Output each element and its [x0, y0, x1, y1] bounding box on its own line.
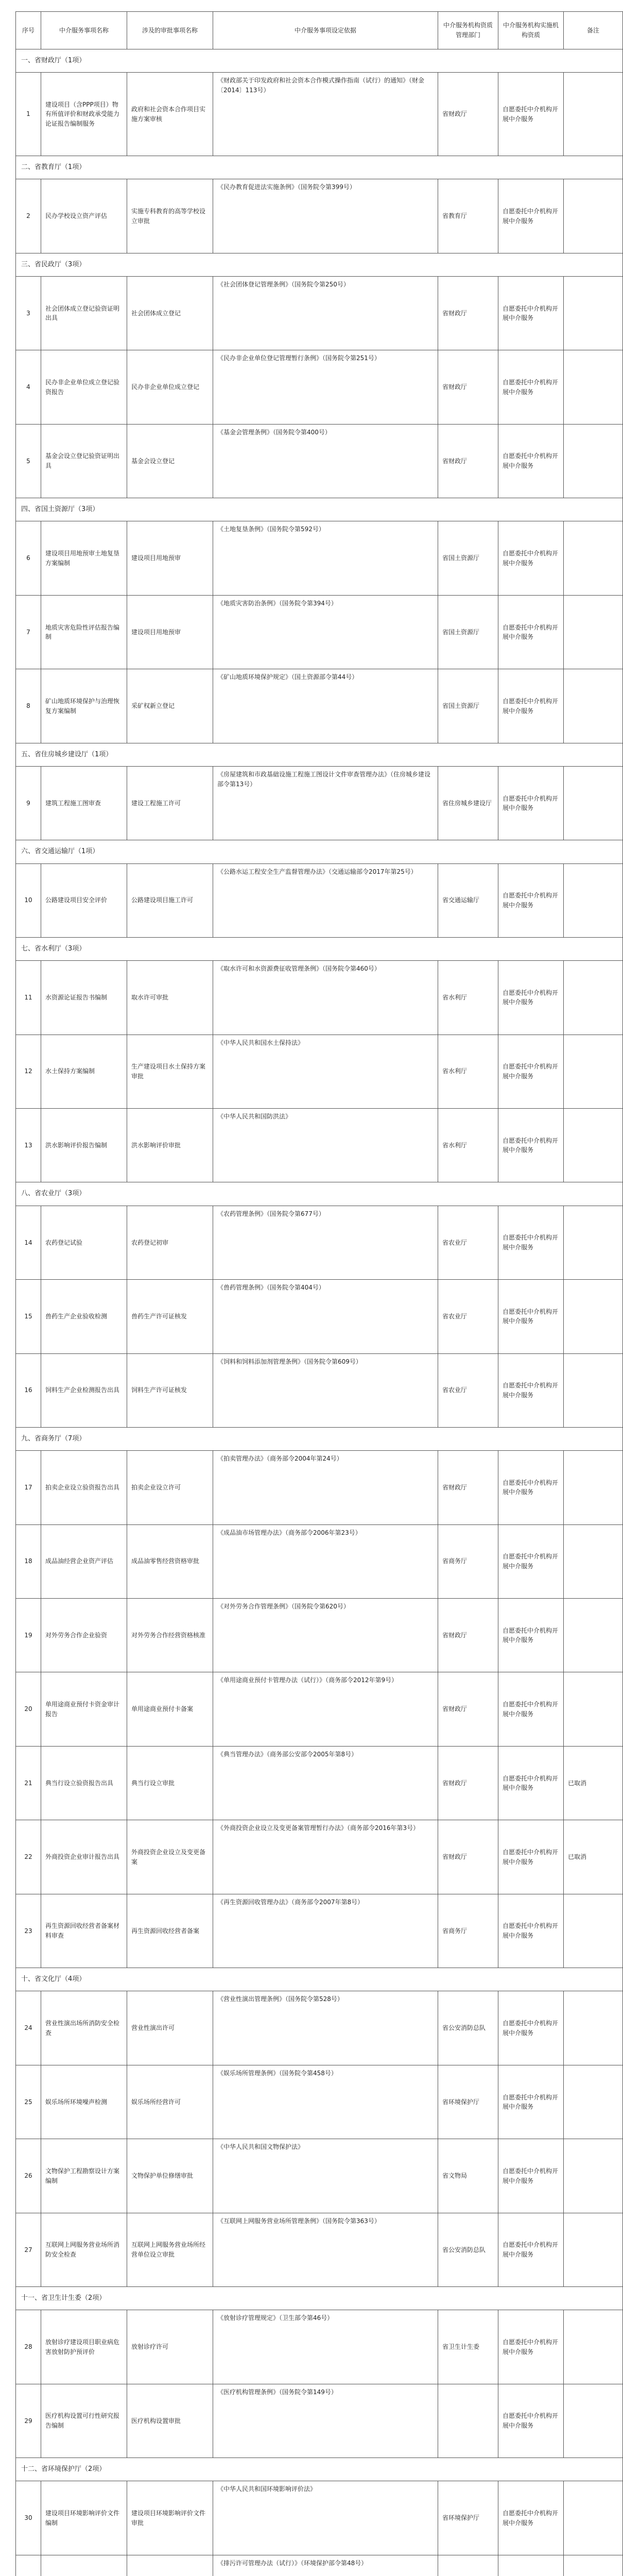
cell-content: 《矿山地质环境保护规定》（国土资源部令第44号）	[213, 669, 438, 743]
cell-basis: 农药登记初审	[127, 1206, 213, 1279]
cell-note	[564, 595, 623, 669]
cell-item: 医疗机构设置可行性研究报告编制	[41, 2384, 127, 2458]
cell-note	[564, 521, 623, 595]
section-title: 七、省水利厅（3项）	[16, 937, 623, 960]
section-title: 八、省农业厅（3项）	[16, 1182, 623, 1206]
cell-mode: 自愿委托中介机构开展中介服务	[498, 73, 564, 156]
cell-item: 水土保持方案编制	[41, 1035, 127, 1108]
cell-mode: 自愿委托中介机构开展中介服务	[498, 1599, 564, 1672]
header-item: 中介服务事项名称	[41, 12, 127, 49]
cell-dept: 省农业厅	[438, 1206, 498, 1279]
cell-item: 互联网上网服务营业场所消防安全检查	[41, 2213, 127, 2286]
cell-dept: 省卫生计生委	[438, 2310, 498, 2384]
cell-item: 建设项目用地预审土地复垦方案编制	[41, 521, 127, 595]
cell-item: 拍卖企业设立验资报告出具	[41, 1451, 127, 1524]
cell-dept: 省财政厅	[438, 1599, 498, 1672]
cell-dept: 省文物局	[438, 2139, 498, 2213]
cell-note	[564, 2213, 623, 2286]
cell-dept: 省国土资源厅	[438, 669, 498, 743]
cell-no: 11	[16, 961, 41, 1035]
cell-basis: 基金会设立登记	[127, 424, 213, 498]
cell-note	[564, 1672, 623, 1746]
cell-item: 基金会设立登记验资证明出具	[41, 424, 127, 498]
cell-content: 《医疗机构管理条例》（国务院令第149号）	[213, 2384, 438, 2458]
cell-basis: 单用途商业预付卡备案	[127, 1672, 213, 1746]
cell-mode: 自愿委托中介机构开展中介服务	[498, 1820, 564, 1894]
cell-no: 18	[16, 1524, 41, 1598]
cell-mode: 自愿委托中介机构开展中介服务	[498, 1746, 564, 1820]
table-row	[16, 1206, 623, 1279]
cell-basis: 对外劳务合作经营资格核准	[127, 1599, 213, 1672]
cell-item: 建筑工程施工图审查	[41, 766, 127, 840]
table-row	[16, 595, 623, 669]
cell-note	[564, 2481, 623, 2555]
cell-content: 《营业性演出管理条例》（国务院令第528号）	[213, 1991, 438, 2065]
table-row	[16, 1353, 623, 1427]
cell-basis: 成品油零售经营资格审批	[127, 1524, 213, 1598]
cell-basis: 社会团体成立登记	[127, 276, 213, 350]
cell-item: 民办非企业单位成立登记验资报告	[41, 350, 127, 424]
cell-no: 25	[16, 2065, 41, 2139]
section-heading-row	[16, 498, 623, 521]
table-row	[16, 2139, 623, 2213]
table-body	[16, 49, 623, 2576]
header-basis: 涉及的审批事项名称	[127, 12, 213, 49]
cell-basis: 采矿权新立登记	[127, 669, 213, 743]
cell-dept: 省财政厅	[438, 73, 498, 156]
cell-note	[564, 424, 623, 498]
header-row	[16, 12, 623, 49]
cell-note	[564, 73, 623, 156]
cell-mode: 自愿委托中介机构开展中介服务	[498, 1991, 564, 2065]
table-row	[16, 1991, 623, 2065]
cell-item: 外商投资企业审计报告出具	[41, 1820, 127, 1894]
cell-content: 《土地复垦条例》（国务院令第592号）	[213, 521, 438, 595]
table-row	[16, 276, 623, 350]
section-heading-row	[16, 156, 623, 179]
cell-basis: 典当行设立审批	[127, 1746, 213, 1820]
cell-dept: 省水利厅	[438, 1035, 498, 1108]
table-row	[16, 2481, 623, 2555]
cell-note	[564, 2555, 623, 2576]
table-row	[16, 1035, 623, 1108]
cell-content: 《拍卖管理办法》（商务部令2004年第24号）	[213, 1451, 438, 1524]
cell-note	[564, 961, 623, 1035]
cell-item: 文物保护工程勘察设计方案编制	[41, 2139, 127, 2213]
table-row	[16, 766, 623, 840]
table-row	[16, 1746, 623, 1820]
section-heading-row	[16, 1968, 623, 1991]
section-heading-row	[16, 2458, 623, 2481]
section-heading-row	[16, 253, 623, 276]
cell-item: 营业性演出场所消防安全检查	[41, 1991, 127, 2065]
cell-content: 《外商投资企业设立及变更备案管理暂行办法》（商务部令2016年第3号）	[213, 1820, 438, 1894]
cell-dept: 省商务厅	[438, 1894, 498, 1968]
cell-content: 《民办教育促进法实施条例》（国务院令第399号）	[213, 179, 438, 253]
cell-content: 《社会团体登记管理条例》（国务院令第250号）	[213, 276, 438, 350]
cell-content: 《放射诊疗管理规定》（卫生部令第46号）	[213, 2310, 438, 2384]
table-row	[16, 669, 623, 743]
cell-no: 6	[16, 521, 41, 595]
cell-note	[564, 1280, 623, 1353]
cell-no: 7	[16, 595, 41, 669]
section-title: 九、省商务厅（7项）	[16, 1427, 623, 1450]
header-dept: 中介服务机构资质管理部门	[438, 12, 498, 49]
cell-no: 23	[16, 1894, 41, 1968]
section-title: 一、省财政厅（1项）	[16, 49, 623, 73]
cell-no: 9	[16, 766, 41, 840]
cell-mode: 自愿委托中介机构开展中介服务	[498, 276, 564, 350]
section-title: 十二、省环境保护厅（2项）	[16, 2458, 623, 2481]
table-row	[16, 2384, 623, 2458]
section-heading-row	[16, 1182, 623, 1206]
cell-content: 《互联网上网服务营业场所管理条例》（国务院令第363号）	[213, 2213, 438, 2286]
cell-no: 15	[16, 1280, 41, 1353]
cell-dept: 省财政厅	[438, 1820, 498, 1894]
cell-dept: 省环境保护厅	[438, 2065, 498, 2139]
cell-mode: 自愿委托中介机构开展中介服务	[498, 350, 564, 424]
section-heading-row	[16, 937, 623, 960]
cell-dept: 省农业厅	[438, 1353, 498, 1427]
cell-basis: 取水许可审批	[127, 961, 213, 1035]
cell-note	[564, 863, 623, 937]
cell-note	[564, 1451, 623, 1524]
cell-dept	[438, 2555, 498, 2576]
header-mode: 中介服务机构实施机构资质	[498, 12, 564, 49]
section-heading-row	[16, 840, 623, 863]
cell-mode: 自愿委托中介机构开展中介服务	[498, 863, 564, 937]
cell-item: 典当行设立验资报告出具	[41, 1746, 127, 1820]
cell-basis: 外商投资企业设立及变更备案	[127, 1820, 213, 1894]
table-row	[16, 1820, 623, 1894]
cell-no: 12	[16, 1035, 41, 1108]
cell-mode: 自愿委托中介机构开展中介服务	[498, 2213, 564, 2286]
cell-mode: 自愿委托中介机构开展中介服务	[498, 2384, 564, 2458]
cell-dept: 省水利厅	[438, 961, 498, 1035]
cell-dept: 省财政厅	[438, 1746, 498, 1820]
intermediary-services-table	[15, 11, 623, 2576]
cell-content: 《单用途商业预付卡管理办法（试行）》（商务部令2012年第9号）	[213, 1672, 438, 1746]
cell-basis: 医疗机构设置审批	[127, 2384, 213, 2458]
cell-item: 放射诊疗建设项目职业病危害放射防护预评价	[41, 2310, 127, 2384]
cell-mode: 自愿委托中介机构开展中介服务	[498, 961, 564, 1035]
section-title: 三、省民政厅（3项）	[16, 253, 623, 276]
cell-note: 已取消	[564, 1746, 623, 1820]
cell-content: 《公路水运工程安全生产监督管理办法》（交通运输部令2017年第25号）	[213, 863, 438, 937]
cell-basis: 文物保护单位修缮审批	[127, 2139, 213, 2213]
cell-content: 《财政部关于印发政府和社会资本合作模式操作指南（试行）的通知》（财金〔2014〕113号）	[213, 73, 438, 156]
cell-note	[564, 1109, 623, 1182]
cell-basis: 洪水影响评价审批	[127, 1109, 213, 1182]
cell-dept: 省国土资源厅	[438, 595, 498, 669]
table-row	[16, 1280, 623, 1353]
cell-mode: 自愿委托中介机构开展中介服务	[498, 1524, 564, 1598]
cell-mode: 自愿委托中介机构开展中介服务	[498, 1451, 564, 1524]
cell-dept: 省环境保护厅	[438, 2481, 498, 2555]
cell-no: 21	[16, 1746, 41, 1820]
cell-no: 5	[16, 424, 41, 498]
cell-note	[564, 179, 623, 253]
cell-item: 民办学校设立资产评估	[41, 179, 127, 253]
cell-content: 《娱乐场所管理条例》（国务院令第458号）	[213, 2065, 438, 2139]
cell-basis: 建设项目用地预审	[127, 595, 213, 669]
cell-basis: 实施专科教育的高等学校设立审批	[127, 179, 213, 253]
cell-mode: 自愿委托中介机构开展中介服务	[498, 1206, 564, 1279]
cell-basis: 再生资源回收经营者备案	[127, 1894, 213, 1968]
cell-note	[564, 2065, 623, 2139]
section-title: 六、省交通运输厅（1项）	[16, 840, 623, 863]
cell-dept: 省财政厅	[438, 424, 498, 498]
cell-item: 兽药生产企业验收检测	[41, 1280, 127, 1353]
cell-item: 单用途商业预付卡资金审计报告	[41, 1672, 127, 1746]
section-heading-row	[16, 1427, 623, 1450]
cell-item: 矿山地质环境保护与治理恢复方案编制	[41, 669, 127, 743]
cell-item: 社会团体成立登记验资证明出具	[41, 276, 127, 350]
cell-note	[564, 1894, 623, 1968]
cell-note	[564, 1599, 623, 1672]
section-heading-row	[16, 49, 623, 73]
document-sheet	[15, 11, 599, 2576]
cell-content: 《典当管理办法》（商务部公安部令2005年第8号）	[213, 1746, 438, 1820]
cell-basis: 政府和社会资本合作项目实施方案审核	[127, 73, 213, 156]
cell-no	[16, 2555, 41, 2576]
section-title: 十一、省卫生计生委（2项）	[16, 2287, 623, 2310]
cell-item: 再生资源回收经营者备案材料审查	[41, 1894, 127, 1968]
table-row	[16, 2213, 623, 2286]
cell-dept: 省财政厅	[438, 1672, 498, 1746]
cell-no: 30	[16, 2481, 41, 2555]
header-content: 中介服务事项设定依据	[213, 12, 438, 49]
cell-item: 对外劳务合作企业验资	[41, 1599, 127, 1672]
table-row	[16, 1894, 623, 1968]
cell-no: 16	[16, 1353, 41, 1427]
cell-content: 《地质灾害防治条例》（国务院令第394号）	[213, 595, 438, 669]
cell-no: 22	[16, 1820, 41, 1894]
cell-basis: 建设工程施工许可	[127, 766, 213, 840]
cell-no: 27	[16, 2213, 41, 2286]
cell-dept: 省教育厅	[438, 179, 498, 253]
cell-content: 《再生资源回收管理办法》（商务部令2007年第8号）	[213, 1894, 438, 1968]
cell-item	[41, 2555, 127, 2576]
table-row	[16, 1524, 623, 1598]
cell-no: 1	[16, 73, 41, 156]
cell-no: 8	[16, 669, 41, 743]
cell-dept: 省财政厅	[438, 1451, 498, 1524]
table-row	[16, 73, 623, 156]
cell-note	[564, 669, 623, 743]
cell-dept: 省财政厅	[438, 350, 498, 424]
cell-basis: 互联网上网服务营业场所经营单位设立审批	[127, 2213, 213, 2286]
cell-no: 17	[16, 1451, 41, 1524]
cell-content: 《取水许可和水资源费征收管理条例》（国务院令第460号）	[213, 961, 438, 1035]
cell-no: 19	[16, 1599, 41, 1672]
table-row	[16, 1109, 623, 1182]
cell-item: 建设项目环境影响评价文件编制	[41, 2481, 127, 2555]
cell-basis: 建设项目用地预审	[127, 521, 213, 595]
cell-content: 《成品油市场管理办法》（商务部令2006年第23号）	[213, 1524, 438, 1598]
cell-note: 已取消	[564, 1820, 623, 1894]
cell-note	[564, 1524, 623, 1598]
cell-dept: 省商务厅	[438, 1524, 498, 1598]
cell-mode: 自愿委托中介机构开展中介服务	[498, 1894, 564, 1968]
cell-mode: 自愿委托中介机构开展中介服务	[498, 2310, 564, 2384]
cell-basis: 饲料生产许可证核发	[127, 1353, 213, 1427]
cell-content: 《基金会管理条例》（国务院令第400号）	[213, 424, 438, 498]
cell-content: 《民办非企业单位登记管理暂行条例》（国务院令第251号）	[213, 350, 438, 424]
cell-basis: 放射诊疗许可	[127, 2310, 213, 2384]
section-title: 十、省文化厅（4项）	[16, 1968, 623, 1991]
cell-dept: 省公安消防总队	[438, 2213, 498, 2286]
cell-mode: 自愿委托中介机构开展中介服务	[498, 1035, 564, 1108]
cell-content: 《中华人民共和国水土保持法》	[213, 1035, 438, 1108]
table-row	[16, 1451, 623, 1524]
table-row	[16, 2310, 623, 2384]
table-row	[16, 350, 623, 424]
cell-note	[564, 276, 623, 350]
cell-content: 《兽药管理条例》（国务院令第404号）	[213, 1280, 438, 1353]
cell-item: 地质灾害危险性评估报告编制	[41, 595, 127, 669]
cell-note	[564, 2310, 623, 2384]
section-title: 四、省国土资源厅（3项）	[16, 498, 623, 521]
cell-item: 成品油经营企业资产评估	[41, 1524, 127, 1598]
header-no: 序号	[16, 12, 41, 49]
table-row	[16, 179, 623, 253]
cell-basis: 民办非企业单位成立登记	[127, 350, 213, 424]
cell-mode: 自愿委托中介机构开展中介服务	[498, 2481, 564, 2555]
cell-dept: 省财政厅	[438, 276, 498, 350]
cell-content: 《房屋建筑和市政基础设施工程施工图设计文件审查管理办法》（住房城乡建设部令第13号）	[213, 766, 438, 840]
cell-dept: 省住房城乡建设厅	[438, 766, 498, 840]
header-note: 备注	[564, 12, 623, 49]
cell-mode: 自愿委托中介机构开展中介服务	[498, 1672, 564, 1746]
cell-basis: 公路建设项目施工许可	[127, 863, 213, 937]
cell-item: 建设项目（含PPP项目）物有所值评价和财政承受能力论证报告编制服务	[41, 73, 127, 156]
cell-item: 娱乐场所环境噪声检测	[41, 2065, 127, 2139]
cell-mode: 自愿委托中介机构开展中介服务	[498, 179, 564, 253]
cell-mode: 自愿委托中介机构开展中介服务	[498, 1353, 564, 1427]
cell-basis: 兽药生产许可证核发	[127, 1280, 213, 1353]
cell-dept: 省水利厅	[438, 1109, 498, 1182]
cell-no: 10	[16, 863, 41, 937]
cell-mode: 自愿委托中介机构开展中介服务	[498, 669, 564, 743]
section-title: 二、省教育厅（1项）	[16, 156, 623, 179]
cell-basis: 生产建设项目水土保持方案审批	[127, 1035, 213, 1108]
cell-mode: 自愿委托中介机构开展中介服务	[498, 766, 564, 840]
cell-mode	[498, 2555, 564, 2576]
cell-item: 饲料生产企业检测报告出具	[41, 1353, 127, 1427]
cell-content: 《中华人民共和国文物保护法》	[213, 2139, 438, 2213]
cell-note	[564, 1353, 623, 1427]
cell-note	[564, 350, 623, 424]
cell-mode: 自愿委托中介机构开展中介服务	[498, 2065, 564, 2139]
cell-no: 26	[16, 2139, 41, 2213]
cell-basis: 娱乐场所经营许可	[127, 2065, 213, 2139]
cell-content: 《排污许可管理办法（试行）》（环境保护部令第48号）	[213, 2555, 438, 2576]
table-row	[16, 2555, 623, 2576]
cell-dept: 省农业厅	[438, 1280, 498, 1353]
table-row	[16, 521, 623, 595]
cell-basis: 营业性演出许可	[127, 1991, 213, 2065]
cell-item: 水资源论证报告书编制	[41, 961, 127, 1035]
cell-content: 《中华人民共和国防洪法》	[213, 1109, 438, 1182]
section-heading-row	[16, 2287, 623, 2310]
cell-item: 农药登记试验	[41, 1206, 127, 1279]
cell-no: 20	[16, 1672, 41, 1746]
cell-note	[564, 2384, 623, 2458]
cell-item: 公路建设项目安全评价	[41, 863, 127, 937]
cell-dept: 省国土资源厅	[438, 521, 498, 595]
table-row	[16, 2065, 623, 2139]
table-row	[16, 863, 623, 937]
cell-no: 28	[16, 2310, 41, 2384]
cell-content: 《饲料和饲料添加剂管理条例》（国务院令第609号）	[213, 1353, 438, 1427]
cell-note	[564, 1991, 623, 2065]
cell-no: 4	[16, 350, 41, 424]
cell-dept	[438, 2384, 498, 2458]
table-row	[16, 1672, 623, 1746]
cell-basis: 建设项目环境影响评价文件审批	[127, 2481, 213, 2555]
cell-dept: 省公安消防总队	[438, 1991, 498, 2065]
cell-note	[564, 1206, 623, 1279]
table-row	[16, 424, 623, 498]
cell-no: 2	[16, 179, 41, 253]
cell-mode: 自愿委托中介机构开展中介服务	[498, 521, 564, 595]
cell-basis: 拍卖企业设立许可	[127, 1451, 213, 1524]
cell-content: 《中华人民共和国环境影响评价法》	[213, 2481, 438, 2555]
table-row	[16, 1599, 623, 1672]
cell-no: 24	[16, 1991, 41, 2065]
cell-dept: 省交通运输厅	[438, 863, 498, 937]
table-row	[16, 961, 623, 1035]
cell-content: 《对外劳务合作管理条例》（国务院令第620号）	[213, 1599, 438, 1672]
cell-note	[564, 1035, 623, 1108]
cell-note	[564, 2139, 623, 2213]
section-title: 五、省住房城乡建设厅（1项）	[16, 743, 623, 766]
cell-content: 《农药管理条例》（国务院令第677号）	[213, 1206, 438, 1279]
cell-no: 29	[16, 2384, 41, 2458]
cell-mode: 自愿委托中介机构开展中介服务	[498, 424, 564, 498]
cell-no: 13	[16, 1109, 41, 1182]
cell-note	[564, 766, 623, 840]
cell-no: 14	[16, 1206, 41, 1279]
cell-mode: 自愿委托中介机构开展中介服务	[498, 1280, 564, 1353]
cell-mode: 自愿委托中介机构开展中介服务	[498, 1109, 564, 1182]
cell-mode: 自愿委托中介机构开展中介服务	[498, 2139, 564, 2213]
section-heading-row	[16, 743, 623, 766]
cell-mode: 自愿委托中介机构开展中介服务	[498, 595, 564, 669]
cell-no: 3	[16, 276, 41, 350]
cell-basis	[127, 2555, 213, 2576]
cell-item: 洪水影响评价报告编制	[41, 1109, 127, 1182]
